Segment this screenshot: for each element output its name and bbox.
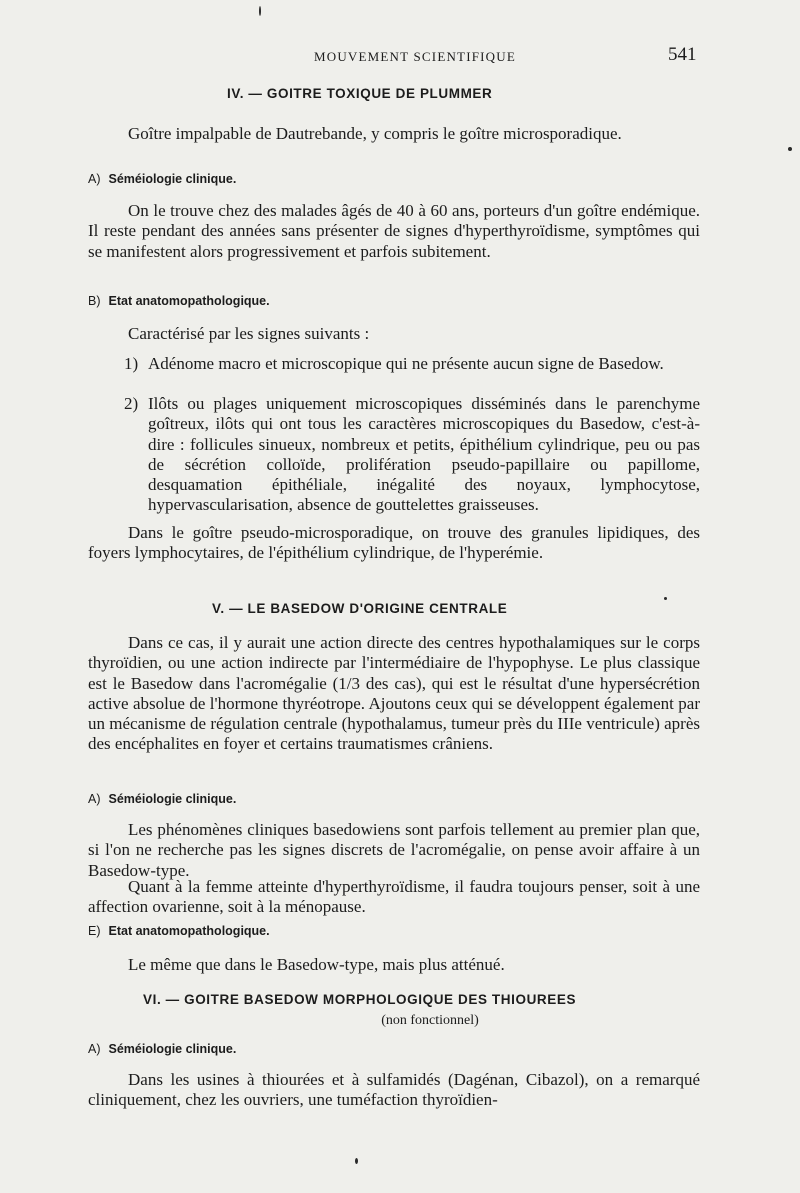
print-speck: [355, 1158, 358, 1164]
list-item-2: [124, 394, 700, 516]
section-v-paragraph-b: Le même que dans le Basedow-type, mais plus atténué.: [128, 955, 505, 974]
section-iv-title: IV. — GOITRE TOXIQUE DE PLUMMER: [227, 86, 493, 101]
section-iv-intro: Goître impalpable de Dautrebande, y compris le goître microsporadique.: [128, 124, 622, 143]
section-iv-paragraph-b-intro: Caractérisé par les signes suivants :: [128, 324, 370, 343]
section-vi-title: VI. — GOITRE BASEDOW MORPHOLOGIQUE DES THIOUREES: [143, 992, 577, 1007]
section-v-intro: Dans ce cas, il y aurait une action directe des centres hypothalamiques sur le corps thyroïdien, ou une action indirecte par l'intermédiaire de l'hypophyse. Le plus classique est le Basedow dans l'acromégalie (1/3 des cas), qui est le résultat d'une hypersécrétion active absolue de l'hormone thyréotrope. Ajoutons ceux qui se développent également par un mécanisme de régulation centrale (hypothalamus, tumeur près du IIIe ventricule) après des encéphalites en foyer et certains traumatismes crâniens.: [88, 633, 700, 754]
section-iv-heading-b: [88, 294, 270, 308]
heading-marker: A): [88, 1042, 101, 1056]
section-v-heading-a: [88, 792, 236, 806]
heading-label: Séméiologie clinique.: [108, 172, 237, 186]
section-v-title: V. — LE BASEDOW D'ORIGINE CENTRALE: [212, 601, 508, 616]
list-text: Ilôts ou plages uniquement microscopiques disséminés dans le parenchyme goîtreux, ilôts qui ont tous les caractères microscopiques du Basedow, c'est-à-dire : follicules sinueux, nombreux et petits, épithélium cylindrique, peu ou pas de sécrétion colloïde, prolifération pseudo-papillaire ou papillome, desquamation épithéliale, inégalité des noyaux, lymphocytose, hypervascularisation, absence de gouttelettes graisseuses.: [148, 394, 700, 515]
heading-label: Etat anatomopathologique.: [108, 294, 270, 308]
section-iv-heading-a: [88, 172, 236, 186]
running-title: MOUVEMENT SCIENTIFIQUE: [313, 49, 516, 64]
print-speck: [259, 6, 261, 16]
print-speck: [664, 597, 667, 600]
section-v-paragraph-a1: Les phénomènes cliniques basedowiens sont parfois tellement au premier plan que, si l'on ne recherche pas les signes discrets de l'acromégalie, on pense avoir affaire à un Basedow-type.: [88, 820, 700, 880]
heading-label: Séméiologie clinique.: [108, 1042, 237, 1056]
section-vi-heading-a: [88, 1042, 236, 1056]
section-iv-closing: Dans le goître pseudo-microsporadique, on trouve des granules lipidiques, des foyers lymphocytaires, de l'épithélium cylindrique, de l'hyperémie.: [88, 523, 700, 563]
heading-label: Séméiologie clinique.: [108, 792, 237, 806]
list-item-1: [124, 354, 700, 374]
section-v-heading-b: [88, 924, 270, 938]
section-iv-paragraph-a: On le trouve chez des malades âgés de 40 à 60 ans, porteurs d'un goître endémique. Il reste pendant des années sans présenter de signes d'hyperthyroïdisme, symptômes qui se manifestent alors progressivement et parfois subitement.: [88, 201, 700, 261]
section-vi-paragraph-a: Dans les usines à thiourées et à sulfamidés (Dagénan, Cibazol), on a remarqué cliniquement, chez les ouvriers, une tuméfaction thyroïdien-: [88, 1070, 700, 1110]
list-text: Adénome macro et microscopique qui ne présente aucun signe de Basedow.: [148, 354, 664, 373]
list-number: 1): [124, 354, 139, 373]
heading-marker: E): [88, 924, 101, 938]
page-number: 541: [668, 44, 697, 65]
section-v-paragraph-a2: Quant à la femme atteinte d'hyperthyroïdisme, il faudra toujours penser, soit à une affection ovarienne, soit à la ménopause.: [88, 877, 700, 917]
list-number: 2): [124, 394, 139, 413]
heading-marker: A): [88, 792, 101, 806]
section-vi-subtitle: (non fonctionnel): [381, 1013, 479, 1028]
heading-label: Etat anatomopathologique.: [108, 924, 270, 938]
print-speck: [788, 147, 792, 151]
heading-marker: B): [88, 294, 101, 308]
heading-marker: A): [88, 172, 101, 186]
